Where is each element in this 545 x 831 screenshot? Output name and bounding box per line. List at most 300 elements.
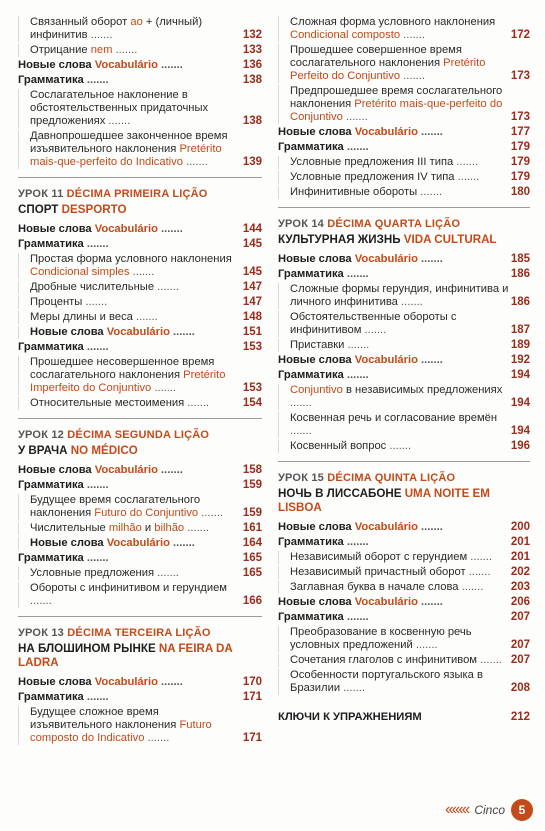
entry-label-ru: Грамматика	[18, 552, 84, 564]
entry-label-ru: Новые слова	[18, 676, 95, 688]
entry-page: 187	[510, 324, 530, 336]
leader-dots: .......	[343, 141, 369, 153]
entry-label-ru: Грамматика	[278, 268, 344, 280]
leader-dots: .......	[83, 479, 109, 491]
entry-page: 186	[510, 296, 530, 308]
entry-page: 194	[510, 369, 530, 381]
leader-dots: .......	[477, 654, 502, 666]
entry-label-ru: Инфинитивные обороты	[290, 186, 418, 198]
lesson-code: УРОК 11 DÉCIMA PRIMEIRA LIÇÃO	[18, 188, 208, 200]
entry-label-ru: Меры длины и веса	[30, 311, 133, 323]
leader-dots: .......	[198, 507, 224, 519]
toc-entry[interactable]	[18, 706, 262, 745]
entry-page: 145	[242, 238, 262, 250]
entry-label-ru: Грамматика	[18, 238, 84, 250]
entry-page: 138	[242, 74, 262, 86]
toc-entry[interactable]	[18, 341, 262, 354]
toc-entry[interactable]	[278, 268, 530, 281]
toc-entry[interactable]	[278, 596, 530, 609]
entry-label	[290, 412, 509, 438]
entry-label	[290, 626, 509, 652]
entry-page: 148	[242, 311, 262, 323]
entry-page: 173	[510, 111, 530, 123]
entry-page: 173	[510, 70, 530, 82]
entry-label-ru: Сочетания глаголов с инфинитивом	[290, 654, 477, 666]
leader-dots: .......	[467, 551, 493, 563]
toc-entry[interactable]	[18, 397, 262, 410]
entry-label	[30, 326, 241, 339]
lesson-title: У ВРАЧА NO MÉDICO	[18, 444, 138, 457]
lesson-15-items	[278, 521, 530, 695]
leader-dots: .......	[132, 311, 158, 323]
entry-label: КЛЮЧИ К УПРАЖНЕНИЯМ	[278, 711, 422, 723]
leader-dots: .......	[129, 266, 155, 278]
entry-label-pt: Vocabulário	[94, 464, 158, 476]
entry-label-pt: Pretérito Perfeito do Conjuntivo	[290, 57, 486, 82]
toc-entry[interactable]	[278, 141, 530, 154]
entry-label-ru: Условные предложения	[30, 567, 155, 579]
entry-label-ru: Сложная форма условного наклонения	[290, 16, 496, 28]
entry-page: 158	[242, 464, 262, 476]
toc-entry[interactable]	[278, 521, 530, 534]
entry-label	[18, 691, 241, 704]
toc-entry[interactable]	[18, 253, 262, 279]
leader-dots: .......	[340, 682, 365, 694]
entry-label	[290, 85, 509, 124]
entry-label-ru: Особенности португальского языка в Бразилии	[290, 669, 483, 694]
leader-dots: .......	[417, 186, 443, 198]
entry-label-ru: Новые слова	[278, 521, 355, 533]
entry-label	[290, 566, 509, 579]
lesson-code: УРОК 12 DÉCIMA SEGUNDA LIÇÃO	[18, 429, 210, 441]
toc-entry[interactable]	[278, 44, 530, 83]
toc-entry[interactable]	[278, 669, 530, 695]
entry-label	[278, 521, 509, 534]
entry-page: 153	[242, 341, 262, 353]
lesson-code: УРОК 15 DÉCIMA QUINTA LIÇÃO	[278, 472, 456, 484]
leader-dots: .......	[343, 611, 369, 623]
entry-page: 201	[510, 536, 530, 548]
entry-label	[290, 156, 509, 169]
leader-dots: .......	[290, 397, 312, 409]
leader-dots: .......	[386, 440, 412, 452]
toc-entry[interactable]	[18, 281, 262, 294]
entry-label-pt: Pretérito mais-que-perfeito do Indicativo	[30, 143, 222, 168]
entry-label-pt: Vocabulário	[94, 223, 158, 235]
entry-page: 138	[242, 115, 262, 127]
leader-dots: .......	[83, 238, 109, 250]
entry-label	[30, 16, 241, 42]
lesson-title: КУЛЬТУРНАЯ ЖИЗНЬ VIDA CULTURAL	[278, 233, 497, 246]
lesson-title: НОЧЬ В ЛИССАБОНЕ UMA NOITE EM LISBOA	[278, 487, 490, 514]
entry-page: 206	[510, 596, 530, 608]
left-continuation	[18, 16, 262, 169]
entry-label-pt: Vocabulário	[354, 521, 418, 533]
lesson-12-items	[18, 464, 262, 608]
toc-entry[interactable]	[18, 326, 262, 339]
toc-entry[interactable]	[18, 16, 262, 42]
entry-label-ru: + (личный) инфинитив	[30, 16, 203, 41]
leader-dots: .......	[417, 354, 443, 366]
toc-entry[interactable]	[18, 59, 262, 72]
entry-label-ru: Простая форма условного наклонения	[30, 253, 232, 265]
entry-label-ru: Грамматика	[278, 536, 344, 548]
lesson-title: СПОРТ DESPORTO	[18, 203, 127, 216]
leader-dots: .......	[343, 268, 369, 280]
entry-page: 207	[510, 654, 530, 666]
entry-page: 180	[510, 186, 530, 198]
leader-dots: .......	[465, 566, 491, 578]
entry-page: 203	[510, 581, 530, 593]
leader-dots: .......	[83, 341, 109, 353]
lesson-11-header	[18, 177, 262, 217]
entry-label-ru: Заглавная буква в начале слова	[290, 581, 459, 593]
entry-label-pt: Vocabulário	[354, 126, 418, 138]
entry-page: 189	[510, 339, 530, 351]
entry-page: 172	[510, 29, 530, 41]
leader-dots: .......	[169, 326, 195, 338]
entry-label-ru: Новые слова	[18, 223, 95, 235]
entry-page: 133	[242, 44, 262, 56]
entry-label-ru: Предпрошедшее время сослагательного наклонения	[290, 85, 503, 110]
toc-entry[interactable]	[278, 581, 530, 594]
entry-label-ru: Независимый причастный оборот	[290, 566, 466, 578]
answer-keys-entry[interactable]	[278, 711, 530, 724]
toc-entry[interactable]	[278, 369, 530, 382]
entry-label	[290, 581, 509, 594]
page-word: Cinco	[474, 803, 505, 817]
entry-label	[30, 253, 241, 279]
entry-label-pt: milhão	[108, 522, 142, 534]
entry-label	[278, 268, 509, 281]
toc-entry[interactable]	[278, 536, 530, 549]
right-continuation	[278, 16, 530, 199]
entry-label-pt: Futuro do Conjuntivo	[94, 507, 199, 519]
leader-dots: .......	[417, 253, 443, 265]
entry-page: 194	[510, 397, 530, 409]
leader-dots: .......	[458, 581, 484, 593]
entry-label-pt: ao	[130, 16, 143, 28]
entry-label-ru: Грамматика	[278, 369, 344, 381]
entry-label-pt: Vocabulário	[94, 59, 158, 71]
entry-page: 212	[510, 711, 530, 723]
entry-label-ru: Грамматика	[18, 341, 84, 353]
toc-entry[interactable]	[278, 566, 530, 579]
entry-label	[290, 283, 509, 309]
entry-label-pt: Vocabulário	[354, 354, 418, 366]
leader-dots: .......	[30, 595, 52, 607]
page-number-badge: 5	[511, 799, 533, 821]
toc-entry[interactable]	[18, 74, 262, 87]
entry-page: 200	[510, 521, 530, 533]
toc-entry[interactable]	[18, 130, 262, 169]
entry-label	[278, 596, 509, 609]
lesson-12-header	[18, 418, 262, 458]
leader-dots: .......	[417, 126, 443, 138]
entry-label	[290, 44, 509, 83]
entry-label-ru: Грамматика	[18, 74, 84, 86]
entry-label-ru: Новые слова	[30, 537, 107, 549]
entry-page: 164	[242, 537, 262, 549]
lesson-14-items	[278, 253, 530, 453]
entry-page: 179	[510, 141, 530, 153]
entry-label-pt: Vocabulário	[94, 676, 158, 688]
toc-entry[interactable]	[278, 440, 530, 453]
lesson-title: НА БЛОШИНОМ РЫНКЕ NA FEIRA DA LADRA	[18, 642, 233, 669]
toc-entry[interactable]	[278, 283, 530, 309]
leader-dots: .......	[182, 156, 208, 168]
entry-page: 192	[510, 354, 530, 366]
page-footer	[445, 799, 533, 821]
entry-page: 171	[242, 691, 262, 703]
entry-label-pt: Conjuntivo	[290, 384, 343, 396]
toc-entry[interactable]	[18, 537, 262, 550]
entry-page: 170	[242, 676, 262, 688]
leader-dots: .......	[417, 521, 443, 533]
entry-label-pt: Futuro composto do Indicativo	[30, 719, 212, 744]
entry-label-ru: Новые слова	[278, 253, 355, 265]
entry-page: 208	[510, 682, 530, 694]
lesson-11-items	[18, 223, 262, 410]
entry-page: 194	[510, 425, 530, 437]
toc-entry[interactable]	[278, 126, 530, 139]
entry-label	[290, 171, 509, 184]
entry-label-ru: Относительные местоимения	[30, 397, 185, 409]
leader-dots: .......	[157, 223, 183, 235]
entry-label-ru: Отрицание	[30, 44, 91, 56]
entry-label-ru: Независимый оборот с герундием	[290, 551, 468, 563]
entry-label-ru: Прошедшее несовершенное время сослагательного наклонения	[30, 356, 215, 381]
toc-entry[interactable]	[278, 16, 530, 42]
toc-entry[interactable]	[18, 311, 262, 324]
entry-label-ru: Грамматика	[18, 691, 84, 703]
toc-left-column	[18, 16, 262, 747]
toc-entry[interactable]	[18, 552, 262, 565]
toc-entry[interactable]	[278, 156, 530, 169]
entry-label-ru: Обороты с инфинитивом и герундием	[30, 582, 227, 594]
leader-dots: .......	[417, 596, 443, 608]
lesson-code: УРОК 14 DÉCIMA QUARTA LIÇÃO	[278, 218, 461, 230]
entry-label	[30, 706, 241, 745]
entry-label	[290, 384, 509, 410]
lesson-15-header	[278, 461, 530, 515]
entry-page: 147	[242, 281, 262, 293]
entry-label	[278, 253, 509, 266]
entry-label	[278, 536, 509, 549]
entry-label-ru: Будущее сложное время изъявительного наклонения	[30, 706, 180, 731]
toc-entry[interactable]	[278, 654, 530, 667]
entry-label-pt: Pretérito mais-que-perfeito do Conjuntivo	[290, 98, 503, 123]
entry-label	[18, 341, 241, 354]
entry-label	[30, 296, 241, 309]
entry-label-ru: Сослагательное наклонение в обстоятельственных придаточных предложениях	[30, 89, 209, 127]
entry-page: 136	[242, 59, 262, 71]
entry-label	[290, 311, 509, 337]
entry-label	[18, 479, 241, 492]
entry-label-pt: Vocabulário	[354, 596, 418, 608]
toc-entry[interactable]	[278, 384, 530, 410]
entry-page: 207	[510, 639, 530, 651]
entry-label-pt: Vocabulário	[106, 537, 170, 549]
entry-label	[18, 238, 241, 251]
leader-dots: .......	[343, 536, 369, 548]
entry-label	[30, 582, 241, 608]
entry-page: 161	[242, 522, 262, 534]
entry-label-ru: Приставки	[290, 339, 345, 351]
leader-dots: .......	[361, 324, 387, 336]
toc-entry[interactable]	[18, 479, 262, 492]
entry-page: 165	[242, 552, 262, 564]
leader-dots: .......	[87, 29, 113, 41]
entry-label-pt: Vocabulário	[106, 326, 170, 338]
entry-label-ru: Новые слова	[278, 596, 355, 608]
toc-entry[interactable]	[278, 626, 530, 652]
entry-label-ru: Грамматика	[18, 479, 84, 491]
entry-label-ru: Связанный оборот	[30, 16, 131, 28]
toc-entry[interactable]	[278, 611, 530, 624]
toc-entry[interactable]	[278, 85, 530, 124]
leader-dots: .......	[412, 639, 438, 651]
entry-page: 139	[242, 156, 262, 168]
entry-label	[290, 669, 509, 695]
entry-label	[290, 16, 509, 42]
entry-label	[18, 676, 241, 689]
entry-label-ru: Числительные	[30, 522, 109, 534]
leader-dots: .......	[112, 44, 138, 56]
toc-entry[interactable]	[18, 356, 262, 395]
entry-label	[30, 89, 241, 128]
leader-dots: .......	[151, 382, 177, 394]
leader-dots: .......	[144, 732, 170, 744]
leader-dots: .......	[82, 296, 108, 308]
entry-label-ru: Новые слова	[18, 59, 95, 71]
entry-label-ru: Будущее время сослагательного наклонения	[30, 494, 201, 519]
leader-dots: .......	[83, 74, 109, 86]
entry-page: 144	[242, 223, 262, 235]
entry-label	[18, 223, 241, 236]
entry-label	[30, 494, 241, 520]
entry-label-ru: Новые слова	[278, 126, 355, 138]
entry-label	[18, 74, 241, 87]
toc-entry[interactable]	[18, 582, 262, 608]
entry-label	[278, 354, 509, 367]
toc-entry[interactable]	[18, 676, 262, 689]
toc-entry[interactable]	[18, 44, 262, 57]
entry-label	[278, 369, 509, 382]
entry-label-ru: Косвенный вопрос	[290, 440, 387, 452]
entry-label	[30, 281, 241, 294]
leader-dots: .......	[344, 339, 370, 351]
entry-page: 147	[242, 296, 262, 308]
leader-dots: .......	[105, 115, 131, 127]
leader-dots: .......	[290, 425, 312, 437]
entry-page: 185	[510, 253, 530, 265]
chevrons-icon: ‹‹‹‹‹‹‹	[445, 801, 469, 818]
toc-entry[interactable]	[278, 171, 530, 184]
entry-label-ru: Косвенная речь и согласование времён	[290, 412, 498, 424]
entry-page: 166	[242, 595, 262, 607]
entry-label	[30, 311, 241, 324]
entry-label	[30, 130, 241, 169]
entry-page: 201	[510, 551, 530, 563]
leader-dots: .......	[157, 676, 183, 688]
leader-dots: .......	[83, 691, 109, 703]
toc-entry[interactable]	[18, 238, 262, 251]
toc-entry[interactable]	[18, 567, 262, 580]
entry-page: 179	[510, 156, 530, 168]
leader-dots: .......	[400, 29, 425, 41]
entry-label-ru: Преобразование в косвенную речь условных предложений	[290, 626, 472, 651]
entry-label	[18, 59, 241, 72]
toc-entry[interactable]	[278, 339, 530, 352]
entry-page: 145	[242, 266, 262, 278]
toc-entry[interactable]	[278, 186, 530, 199]
toc-entry[interactable]	[278, 354, 530, 367]
leader-dots: .......	[454, 171, 480, 183]
toc-entry[interactable]	[278, 412, 530, 438]
leader-dots: .......	[154, 567, 179, 579]
toc-entry[interactable]	[18, 494, 262, 520]
toc-entry[interactable]	[18, 89, 262, 128]
entry-label-ru: Давнопрошедшее законченное время изъявительного наклонения	[30, 130, 228, 155]
entry-page: 186	[510, 268, 530, 280]
lesson-code: УРОК 13 DÉCIMA TERCEIRA LIÇÃO	[18, 627, 211, 639]
entry-label	[30, 567, 241, 580]
entry-page: 151	[242, 326, 262, 338]
entry-label	[290, 654, 509, 667]
entry-label	[290, 551, 509, 564]
entry-label-ru: Дробные числительные	[30, 281, 155, 293]
entry-label	[290, 186, 509, 199]
toc-entry[interactable]	[18, 464, 262, 477]
entry-label	[290, 339, 509, 352]
entry-label-ru: Условные предложения III типа	[290, 156, 454, 168]
toc-entry[interactable]	[278, 253, 530, 266]
entry-label	[30, 356, 241, 395]
entry-label	[18, 464, 241, 477]
entry-label-ru: Новые слова	[18, 464, 95, 476]
entry-label-pt: Condicional composto	[290, 29, 401, 41]
entry-page: 159	[242, 479, 262, 491]
toc-entry[interactable]	[18, 522, 262, 535]
leader-dots: .......	[83, 552, 109, 564]
entry-label-ru: Грамматика	[278, 141, 344, 153]
entry-page: 165	[242, 567, 262, 579]
entry-label-pt: Vocabulário	[354, 253, 418, 265]
entry-page: 202	[510, 566, 530, 578]
entry-page: 159	[242, 507, 262, 519]
entry-label-pt: bilhão	[154, 522, 185, 534]
toc-entry[interactable]	[18, 296, 262, 309]
entry-label-pt: Condicional simples	[30, 266, 130, 278]
entry-page: 132	[242, 29, 262, 41]
lesson-13-items	[18, 676, 262, 745]
entry-page: 196	[510, 440, 530, 452]
toc-entry[interactable]	[278, 551, 530, 564]
toc-entry[interactable]	[278, 311, 530, 337]
lesson-13-header	[18, 616, 262, 670]
entry-label-pt: Pretérito Imperfeito do Conjuntivo	[30, 369, 226, 394]
entry-page: 207	[510, 611, 530, 623]
entry-label-ru: Грамматика	[278, 611, 344, 623]
entry-label	[278, 126, 509, 139]
entry-label-ru: Новые слова	[30, 326, 107, 338]
leader-dots: .......	[453, 156, 479, 168]
leader-dots: .......	[184, 522, 210, 534]
toc-entry[interactable]	[18, 223, 262, 236]
toc-entry[interactable]	[18, 691, 262, 704]
toc-right-column	[278, 16, 530, 726]
